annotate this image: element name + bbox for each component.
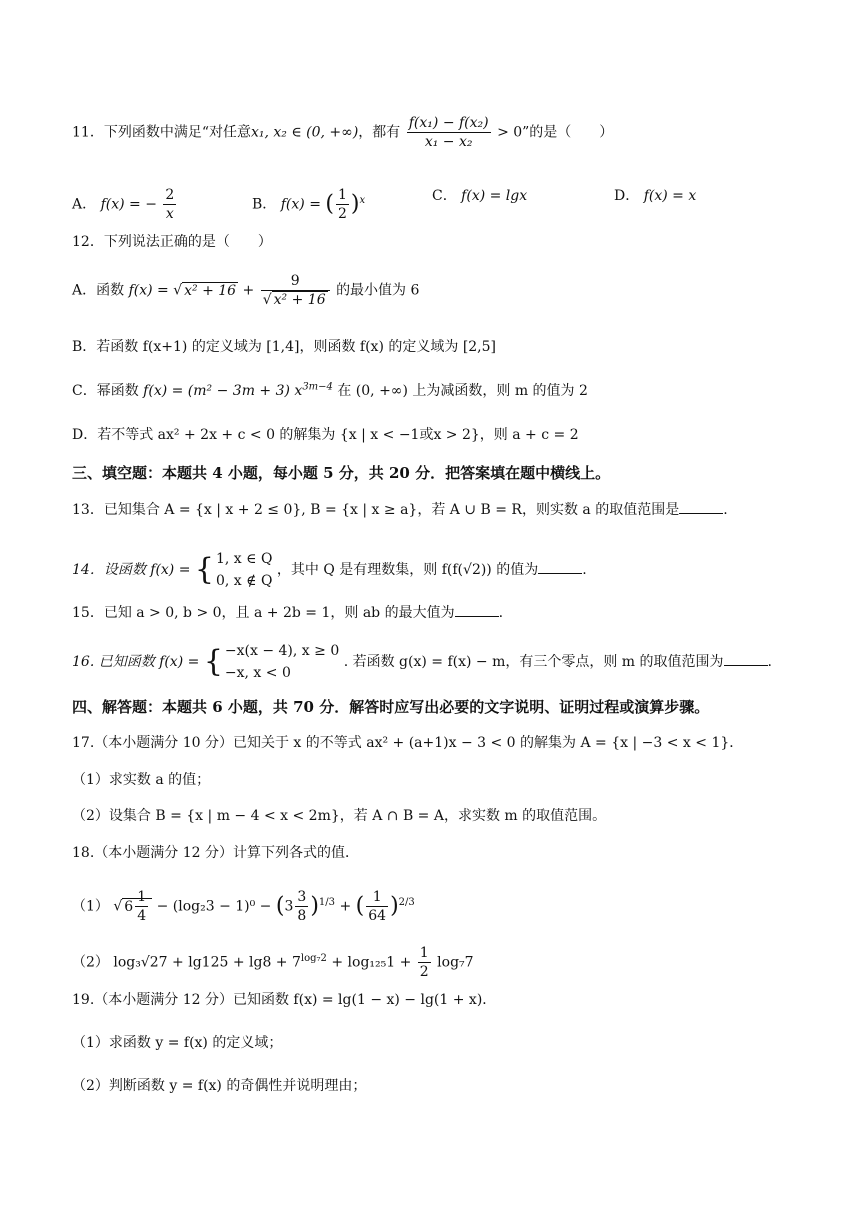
q16-blank (724, 651, 768, 666)
q17-part-1: （1）求实数 a 的值； (72, 772, 211, 788)
q16-case-1: −x(x − 4), x ≥ 0 (224, 643, 340, 659)
q11-option-a-den: x (165, 206, 174, 222)
q17-stem: 17.（本小题满分 10 分）已知关于 x 的不等式 ax² + (a+1)x − 3 < 0 的解集为 A = {x | −3 < x < 1}． (72, 735, 744, 751)
q18-part-1-a-den: 4 (137, 908, 147, 924)
q18-part-1-c: 3 (284, 898, 294, 915)
section-4-heading: 四、解答题：本题共 6 小题，共 70 分．解答时应写出必要的文字说明、证明过程或演算步骤。 (72, 698, 710, 716)
q14-case-1: 1, x ∈ Q (216, 551, 273, 567)
q16-pre: 16. 已知函数 f(x) = (72, 654, 200, 670)
q12-option-c-exp: 3m−4 (302, 381, 333, 393)
q18-part-2-frac (418, 944, 431, 981)
q18-part-1-b: − (log₂3 − 1)⁰ − (156, 898, 272, 915)
q18-part-2-den: 2 (419, 964, 429, 980)
q12-option-a-frac: $\frac{9}{\text{√ x² + 16}}$ (261, 272, 330, 309)
q12-option-a-sqrt: x² + 16 (184, 282, 237, 299)
q13-blank (679, 499, 723, 514)
q18-part-1-c-den: 8 (297, 908, 307, 924)
q17-part-2: （2）设集合 B = {x | m − 4 < x < 2m}，若 A ∩ B = A，求实数 m 的取值范围。 (72, 808, 607, 824)
q11-option-b-exp: x (359, 194, 366, 206)
q11-option-c (432, 186, 527, 206)
q16-post: . 若函数 g(x) = f(x) − m，有三个零点，则 m 的取值范围为 (343, 654, 724, 670)
q11-option-d (614, 186, 696, 206)
q15-text: 15．已知 a > 0, b > 0，且 a + 2b = 1，则 ab 的最大值为 (72, 605, 455, 621)
q14-blank (538, 559, 582, 574)
q11-option-b: B． f(x) = ( $\frac{1}{2}$ )$^x$ (252, 187, 366, 222)
q14: 14．设函数 f(x) = { 1, x ∈ Q 0, x ∉ Q ，其中 Q 是有理数集，则 f(f(√2)) 的值为 . (72, 548, 587, 592)
q11-option-b-num: 1 (337, 187, 347, 203)
q11-stem-text-b: ，都有 (358, 124, 401, 141)
q11-option-b-expr: f(x) = (280, 196, 321, 213)
q11-frac-num: f(x₁) − f(x₂) (408, 115, 489, 131)
q15-period: . (498, 605, 504, 621)
q19-stem: 19.（本小题满分 12 分）已知函数 f(x) = lg(1 − x) − lg(1 + x)． (72, 992, 497, 1008)
q12-option-a: A．函数 f(x) = √ x² + 16 + $\frac{9}{\text{√ x² + 16}}$ 的最小值为 6 (72, 273, 420, 308)
q19-part-1: （1）求函数 y = f(x) 的定义域； (72, 1035, 283, 1051)
q14-pre: 14．设函数 f(x) = (72, 562, 191, 578)
q11-option-c-expr: f(x) = lgx (461, 188, 528, 204)
q18-stem: 18.（本小题满分 12 分）计算下列各式的值． (72, 845, 359, 861)
q18-part-1-a-num: 1 (137, 889, 147, 905)
q14-case-2: 0, x ∉ Q (216, 573, 273, 589)
q11-option-b-label: B． (252, 196, 277, 213)
q11-option-a (72, 186, 178, 223)
q11-option-a-expr: f(x) = − (100, 196, 157, 213)
q18-part-1-label: （1） (72, 898, 109, 915)
q16-case-2: −x, x < 0 (224, 665, 291, 681)
q12-option-b: B．若函数 f(x+1) 的定义域为 [1,4]，则函数 f(x) 的定义域为 [2,5] (72, 339, 497, 355)
q14-cases (216, 548, 272, 592)
q12-option-c-label: C．幂函数 (72, 383, 139, 399)
q12-option-c-expr: f(x) = (m² − 3m + 3) x (143, 383, 303, 399)
q11-option-c-label: C． (432, 188, 457, 204)
q18-part-1-a-frac (135, 888, 148, 925)
q15-blank (455, 602, 499, 617)
q18-part-1-sqrt (122, 889, 152, 924)
q11-stem-text: 11．下列函数中满足“对任意 (72, 124, 251, 141)
q18-part-1: （1） √ 6 $\frac{1}{4}$ − (log₂3 − 1)⁰ − (3 $\frac{3}{8}$ )$^{1/3}$ + ( $\frac{1}{64}$ )$^{2/3}$ (72, 889, 415, 924)
q16: 16. 已知函数 f(x) = { −x(x − 4), x ≥ 0 −x, x < 0 . 若函数 g(x) = f(x) − m，有三个零点，则 m 的取值范围为 . (72, 640, 772, 684)
q11-option-d-label: D． (614, 188, 640, 204)
q11-option-a-num: 2 (165, 187, 175, 203)
q12-option-a-post: 的最小值为 6 (336, 282, 420, 299)
q11-condition: x₁, x₂ ∈ (0, +∞) (250, 124, 359, 141)
q18-part-1-c-exp: 1/3 (318, 896, 335, 908)
q11-stem-text-c: > 0”的是（ ） (497, 124, 614, 141)
q12-option-c-post: 在 (0, +∞) 上为减函数，则 m 的值为 2 (337, 383, 588, 399)
q18-part-1-plus: + (339, 898, 352, 915)
q12-option-c (72, 381, 588, 401)
q18-part-2-c: log₇7 (437, 954, 474, 971)
q13-text: 13．已知集合 A = {x | x + 2 ≤ 0}, B = {x | x ≥ a}，若 A ∪ B = R，则实数 a 的取值范围是 (72, 502, 680, 518)
q19-part-2: （2）判断函数 y = f(x) 的奇偶性并说明理由； (72, 1078, 367, 1094)
q12-stem: 12．下列说法正确的是（ ） (72, 234, 272, 250)
q18-part-1-c-frac (295, 888, 308, 925)
q11-option-d-expr: f(x) = x (643, 188, 697, 204)
section-3-heading: 三、填空题：本题共 4 小题，每小题 5 分，共 20 分．把答案填在题中横线上。 (72, 464, 611, 482)
q15 (72, 602, 503, 623)
q12-option-a-func: f(x) = (128, 282, 169, 299)
q16-cases (225, 640, 339, 684)
q18-part-2 (72, 944, 474, 981)
q18-part-1-d-num: 1 (366, 888, 388, 907)
q11-stem (72, 114, 613, 151)
q12-option-a-label: A．函数 (72, 282, 125, 299)
q18-part-1-d-den: 64 (368, 908, 387, 924)
q18-part-1-d-frac (366, 888, 388, 925)
q11-frac-den: x₁ − x₂ (424, 134, 473, 150)
q11-option-b-frac (336, 186, 349, 223)
q18-part-1-a: 6 (124, 898, 134, 915)
q18-part-1-c-num: 3 (297, 889, 307, 905)
q13 (72, 499, 728, 520)
q11-option-b-den: 2 (337, 206, 347, 222)
q12-option-d: D．若不等式 ax² + 2x + c < 0 的解集为 {x | x < −1或x > 2}，则 a + c = 2 (72, 427, 579, 443)
q18-part-2-label: （2） (72, 954, 109, 971)
q18-part-2-b: + log₁₂₅1 + (331, 954, 412, 971)
q18-part-2-exp: log₇2 (300, 952, 327, 964)
q18-part-2-a: log₃√27 + lg125 + lg8 + 7 (113, 954, 301, 971)
q11-option-a-frac (163, 186, 176, 223)
q11-fraction (407, 114, 491, 151)
q14-period: . (582, 562, 587, 578)
q18-part-2-num: 1 (419, 945, 429, 961)
q14-post: ，其中 Q 是有理数集，则 f(f(√2)) 的值为 (276, 562, 539, 578)
q12-option-a-plus: + (242, 282, 255, 299)
q13-period: . (723, 502, 728, 518)
q12-option-a-den: x² + 16 (273, 292, 326, 308)
q12-option-a-num: 9 (261, 272, 330, 291)
q16-period: . (767, 654, 772, 670)
q18-part-1-d-exp: 2/3 (398, 896, 415, 908)
q11-option-a-label: A． (72, 196, 97, 213)
